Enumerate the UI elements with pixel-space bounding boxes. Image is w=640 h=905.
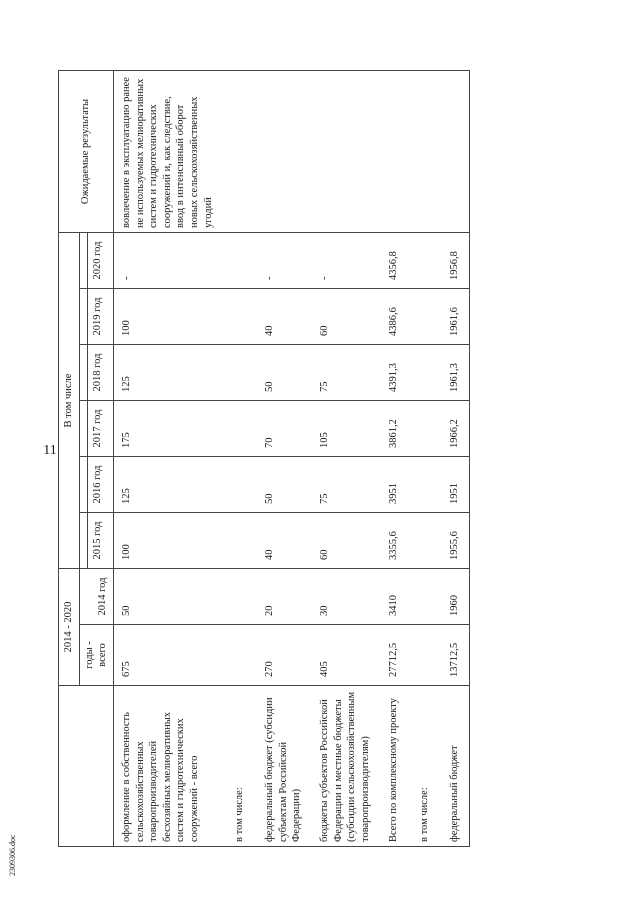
cell-value: 100 xyxy=(113,289,223,345)
header-spacer xyxy=(79,345,88,401)
row-label: бюджеты субъектов Российской Федерации и местные бюджеты (субсидии сельскохозяйственным товаропроизводителям) xyxy=(312,686,381,847)
header-period: 2014 - 2020 xyxy=(59,569,80,686)
table-row xyxy=(257,71,312,847)
cell-total: 270 xyxy=(257,625,312,686)
cell-value: 1955,6 xyxy=(442,513,470,569)
cell-value: 125 xyxy=(113,457,223,513)
header-spacer xyxy=(79,513,88,569)
cell-value: 50 xyxy=(257,457,312,513)
row-result xyxy=(442,71,470,233)
cell-total: 675 xyxy=(113,625,223,686)
header-year-2014: 2014 год xyxy=(79,569,113,625)
cell-value: 50 xyxy=(113,569,223,625)
cell-value: 3861,2 xyxy=(381,401,409,457)
cell-value: 1960 xyxy=(442,569,470,625)
cell-value: - xyxy=(312,233,381,289)
row-label: федеральный бюджет xyxy=(442,686,470,847)
cell-value: - xyxy=(113,233,223,289)
header-expected-results: Ожидаемые результаты xyxy=(59,71,114,233)
row-subheading: в том числе: xyxy=(408,686,442,847)
cell-total: 13712,5 xyxy=(442,625,470,686)
footer-filename: 2309306.doc xyxy=(8,834,17,876)
table-row xyxy=(408,71,442,847)
header-spacer xyxy=(79,289,88,345)
cell-value: 70 xyxy=(257,401,312,457)
header-total: годы - всего xyxy=(79,625,113,686)
row-label: оформление в собственность сельскохозяйственных товаропроизводителей бесхозяйных мелиоративных систем и гидротехнических сооружений - всего xyxy=(113,686,223,847)
table-row xyxy=(312,71,381,847)
table-row xyxy=(113,71,223,847)
cell-value: 40 xyxy=(257,513,312,569)
cell-value: 60 xyxy=(312,513,381,569)
row-result xyxy=(257,71,312,233)
row-label: Всего по комплексному проекту xyxy=(381,686,409,847)
header-spacer xyxy=(79,233,88,289)
row-result xyxy=(312,71,381,233)
cell-value: 105 xyxy=(312,401,381,457)
cell-value: 1951 xyxy=(442,457,470,513)
cell-value: 20 xyxy=(257,569,312,625)
header-blank xyxy=(59,686,114,847)
cell-value: 75 xyxy=(312,345,381,401)
cell-value: 100 xyxy=(113,513,223,569)
header-year-2015: 2015 год xyxy=(88,513,114,569)
header-year-2018: 2018 год xyxy=(88,345,114,401)
cell-value: 4386,6 xyxy=(381,289,409,345)
cell-value: 3951 xyxy=(381,457,409,513)
cell-value: 1961,3 xyxy=(442,345,470,401)
cell-total: 405 xyxy=(312,625,381,686)
cell-value: 3355,6 xyxy=(381,513,409,569)
header-year-2016: 2016 год xyxy=(88,457,114,513)
cell-value: 1956,8 xyxy=(442,233,470,289)
cell-value: 4391,3 xyxy=(381,345,409,401)
cell-value: 30 xyxy=(312,569,381,625)
cell-value: 60 xyxy=(312,289,381,345)
table-row xyxy=(381,71,409,847)
page-number: 11 xyxy=(43,443,57,458)
cell-value: 3410 xyxy=(381,569,409,625)
cell-value: 75 xyxy=(312,457,381,513)
row-subheading: в том числе: xyxy=(223,686,257,847)
cell-value: 1961,6 xyxy=(442,289,470,345)
cell-value: - xyxy=(257,233,312,289)
budget-table xyxy=(58,70,470,847)
cell-total: 27712,5 xyxy=(381,625,409,686)
header-spacer xyxy=(79,457,88,513)
header-year-2017: 2017 год xyxy=(88,401,114,457)
table-row xyxy=(442,71,470,847)
table-row xyxy=(223,71,257,847)
cell-value: 50 xyxy=(257,345,312,401)
cell-value: 125 xyxy=(113,345,223,401)
header-in-total: В том числе xyxy=(59,233,80,569)
header-row-1 xyxy=(59,71,80,847)
cell-value: 4356,8 xyxy=(381,233,409,289)
row-label: федеральный бюджет (субсидии субъектам Российской Федерации) xyxy=(257,686,312,847)
header-spacer xyxy=(79,401,88,457)
header-year-2019: 2019 год xyxy=(88,289,114,345)
row-result: вовлечение в эксплуатацию ранее не используемых мелиоративных систем и гидротехнических сооружений и, как следствие, ввод в интенсивный оборот новых сельскохозяйственных угодий xyxy=(113,71,223,233)
cell-value: 40 xyxy=(257,289,312,345)
header-year-2020: 2020 год xyxy=(88,233,114,289)
cell-value: 1966,2 xyxy=(442,401,470,457)
cell-value: 175 xyxy=(113,401,223,457)
row-result xyxy=(381,71,409,233)
